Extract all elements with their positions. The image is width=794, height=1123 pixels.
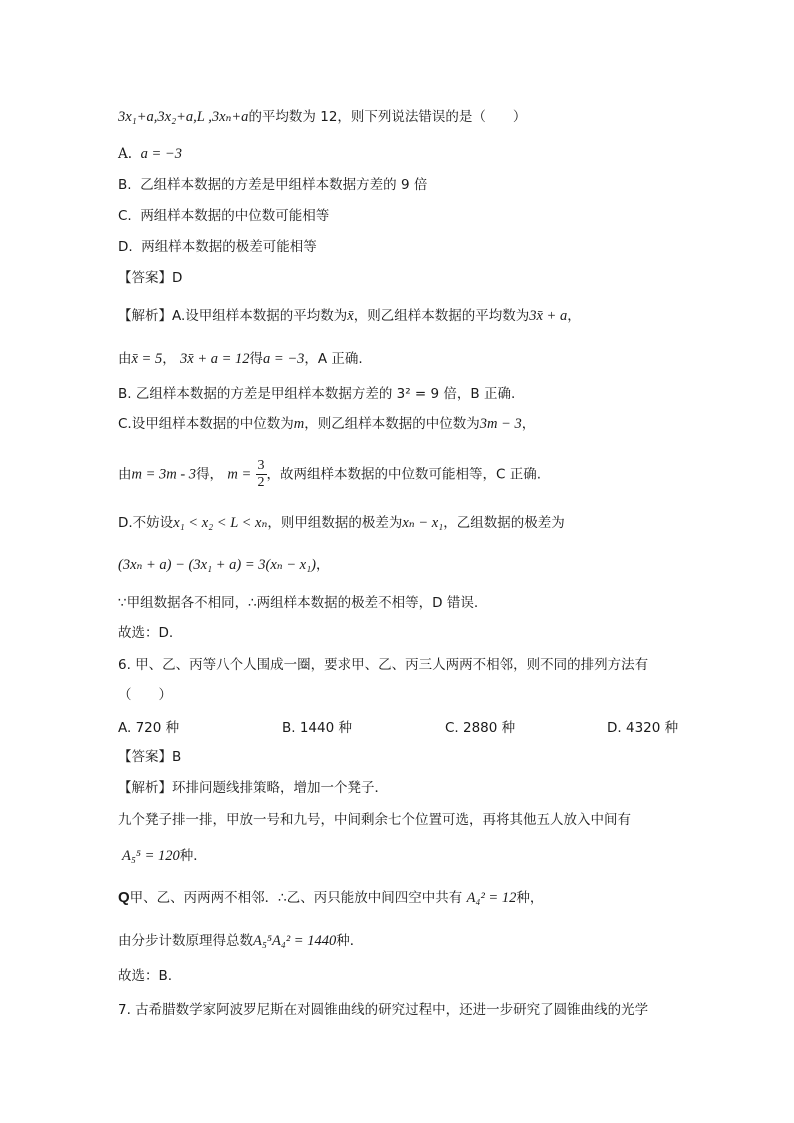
q5-analysis-line1 xyxy=(118,306,581,326)
numerator: 3 xyxy=(257,458,265,473)
text: 得 xyxy=(249,351,264,367)
text: 种． xyxy=(179,848,207,864)
text: 由 xyxy=(118,351,132,367)
q6-stem-line2: （ ） xyxy=(118,687,172,703)
q5-option-a xyxy=(118,144,182,164)
text: ，则甲组数据的极差为 xyxy=(267,515,403,531)
q5-analysis-line6 xyxy=(118,513,565,533)
option-text: 乙组样本数据的方差是甲组样本数据方差的 9 倍 xyxy=(140,177,428,193)
q5-analysis-line4 xyxy=(118,414,535,434)
text: ，A 正确. xyxy=(304,351,363,367)
q6-analysis-line1: 【解析】环排问题线排策略，增加一个凳子． xyxy=(118,780,388,796)
text: ，乙组数据的极差为 xyxy=(443,515,565,531)
text: ， xyxy=(315,557,330,573)
option-text: 两组样本数据的中位数可能相等 xyxy=(140,208,330,224)
text: 由 xyxy=(118,466,132,483)
math: 3x̄ + a = 12 xyxy=(180,351,250,367)
math: x̄ xyxy=(347,308,354,324)
therefore-symbol: Q xyxy=(118,889,130,906)
text: ，则乙组样本数据的平均数为 xyxy=(353,308,530,324)
option-label: C. xyxy=(118,208,132,224)
q5-analysis-line2 xyxy=(118,349,363,369)
math: x̄ = 5 xyxy=(131,351,163,367)
text: ，故两组样本数据的中位数可能相等，C 正确. xyxy=(266,466,542,483)
q5-stem-math: 3x₁+a,3x₂+a,L ,3xₙ+a xyxy=(118,109,249,125)
option-label: A. xyxy=(118,146,133,162)
math: A₅⁵ = 120 xyxy=(122,848,180,864)
text: 得， xyxy=(196,466,224,483)
option-label: B. xyxy=(118,177,132,193)
math: xₙ − x₁ xyxy=(402,515,444,531)
text: D.不妨设 xyxy=(118,515,174,531)
text: ， xyxy=(162,351,176,367)
math: A₄² = 12 xyxy=(466,890,517,906)
q6-analysis-line2: 九个凳子排一排，甲放一号和九号，中间剩余七个位置可选，再将其他五人放入中间有 xyxy=(118,812,631,828)
q5-analysis-line9: 故选：D. xyxy=(118,625,174,641)
text: 由分步计数原理得总数 xyxy=(118,933,253,949)
q6-analysis-line5 xyxy=(118,931,363,951)
option-text: 两组样本数据的极差可能相等 xyxy=(141,239,317,255)
q6-option-a: A. 720 种 xyxy=(118,720,180,736)
math: (3xₙ + a) − (3x₁ + a) = 3(xₙ − x₁) xyxy=(118,557,316,573)
math: m = xyxy=(227,466,252,483)
q6-analysis-line4 xyxy=(118,888,543,908)
q5-option-c xyxy=(118,206,329,226)
q5-analysis-line3: B. 乙组样本数据的方差是甲组样本数据方差的 3² = 9 倍，B 正确. xyxy=(118,386,516,402)
q7-stem-line1: 7. 古希腊数学家阿波罗尼斯在对圆锥曲线的研究过程中，还进一步研究了圆锥曲线的光学 xyxy=(118,1002,649,1018)
q6-option-b: B. 1440 种 xyxy=(282,720,352,736)
fraction xyxy=(256,458,267,491)
math: m = 3m - 3 xyxy=(131,466,197,483)
q5-analysis-line5 xyxy=(118,458,541,491)
text: ， xyxy=(521,416,536,432)
math: a = −3 xyxy=(263,351,305,367)
text: C.设甲组样本数据的中位数为 xyxy=(118,416,294,432)
math: x₁ < x₂ < L < xₙ xyxy=(173,515,268,531)
q5-analysis-line8: ∵甲组数据各不相同，∴两组样本数据的极差不相等，D 错误. xyxy=(118,595,479,611)
q5-option-d xyxy=(118,237,317,257)
text: 甲、乙、丙两两不相邻．∴乙、丙只能放中间四空中共有 xyxy=(129,890,463,906)
q5-answer: 【答案】D xyxy=(118,270,183,286)
denominator: 2 xyxy=(257,475,265,490)
q5-stem xyxy=(118,107,526,127)
text: 【解析】A.设甲组样本数据的平均数为 xyxy=(118,308,348,324)
text: 种， xyxy=(516,890,544,906)
text: ， xyxy=(567,308,581,324)
option-label: D. xyxy=(118,239,133,255)
text: ，则乙组样本数据的中位数为 xyxy=(304,416,480,432)
math: m xyxy=(293,416,305,432)
option-math: a = −3 xyxy=(140,146,182,162)
math: A₅⁵A₄² = 1440 xyxy=(253,933,337,949)
q6-option-d: D. 4320 种 xyxy=(607,720,679,736)
math: 3x̄ + a xyxy=(529,308,568,324)
q6-stem-line1: 6. 甲、乙、丙等八个人围成一圈，要求甲、乙、丙三人两两不相邻，则不同的排列方法有 xyxy=(118,657,649,673)
q6-option-c: C. 2880 种 xyxy=(445,720,516,736)
q6-analysis-line3 xyxy=(122,846,207,866)
q5-stem-text: 的平均数为 12，则下列说法错误的是（ ） xyxy=(248,109,527,125)
text: 种． xyxy=(336,933,364,949)
q6-answer: 【答案】B xyxy=(118,749,182,765)
q5-option-b xyxy=(118,175,427,195)
q5-analysis-line7 xyxy=(118,555,329,575)
math: 3m − 3 xyxy=(479,416,522,432)
q6-analysis-line6: 故选：B. xyxy=(118,968,173,984)
